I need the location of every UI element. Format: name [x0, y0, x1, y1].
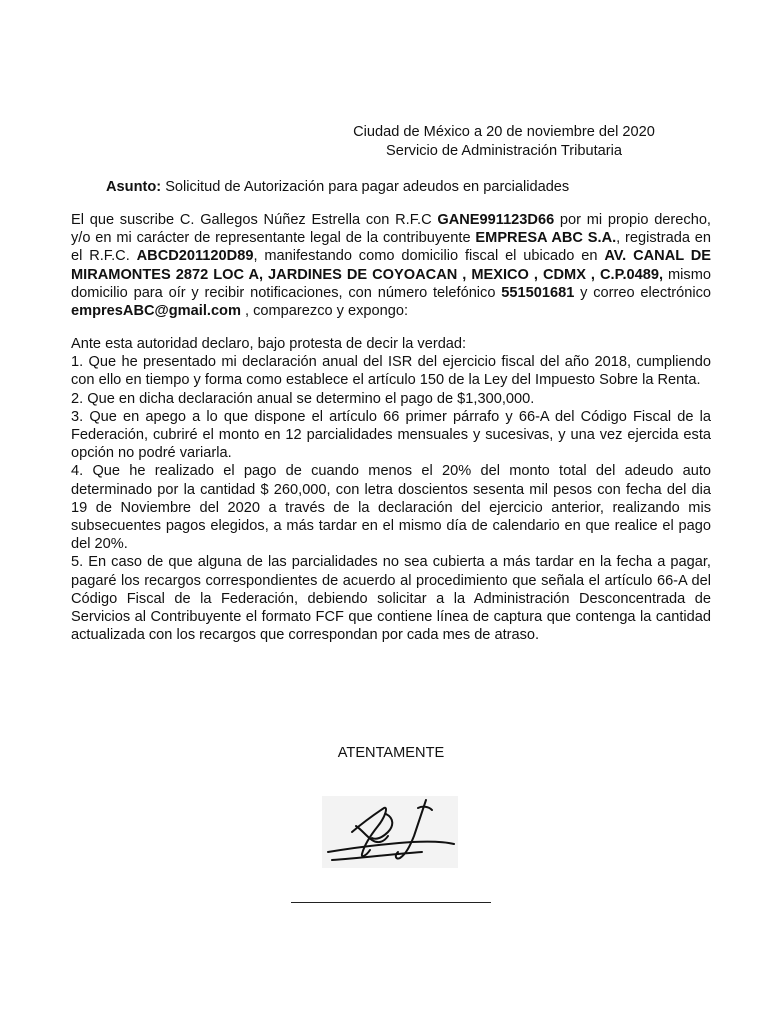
subject-text: Solicitud de Autorización para pagar adeudos en parcialidades	[165, 179, 570, 195]
intro-text-3: , registrada en el R.F.C.	[71, 230, 712, 265]
intro-text-2: por mi propio derecho, y/o en mi carácter de representante legal de la contribuyente	[71, 212, 711, 247]
intro-text-4: , manifestando como domicilio fiscal el ubicado en	[253, 248, 605, 265]
recipient: Servicio de Administración Tributaria	[385, 143, 623, 159]
subject-label: Asunto:	[106, 179, 162, 195]
intro-text-7: , comparezco y expongo:	[240, 303, 409, 320]
intro-text-6: y correo electrónico	[574, 284, 712, 301]
signature-line	[291, 902, 491, 903]
letter-header	[300, 123, 708, 161]
declarations-section	[71, 335, 711, 644]
phone-number: 551501681	[501, 284, 575, 301]
email-address: empresABC@gmail.com	[71, 303, 241, 320]
company-rfc: ABCD201120D89	[136, 248, 254, 265]
intro-text-1: El que suscribe C. Gallegos Núñez Estrella con R.F.C	[71, 212, 438, 228]
declarations-heading: Ante esta autoridad declaro, bajo protesta de decir la verdad:	[71, 336, 467, 352]
intro-text-5: mismo domicilio para oír y recibir notificaciones, con número telefónico	[71, 266, 711, 301]
handwritten-signature	[322, 796, 458, 868]
company-name: EMPRESA ABC S.A.	[475, 230, 617, 247]
closing-salutation: ATENTAMENTE	[337, 745, 445, 761]
declaration-item: 4. Que he realizado el pago de cuando menos el 20% del monto total del adeudo auto determinado por la cantidad $ 260,000, con letra doscientos sesenta mil pesos con fecha del dia 19 de Noviembre del 2020 a través de la declaración del ejercicio anterior, realizando mis subsecuentes pagos elegidos, a más tardar en el mismo día de calendario en que realice el pago del 20%.	[71, 463, 711, 553]
declaration-item: 1. Que he presentado mi declaración anual del ISR del ejercicio fiscal del año 2018, cumpliendo con ello en tiempo y forma como establece el artículo 150 de la Ley del Impuesto Sobre la Renta.	[71, 354, 711, 389]
subject-line	[106, 178, 569, 197]
place-date: Ciudad de México a 20 de noviembre del 2020	[353, 124, 655, 140]
declaration-item: 2. Que en dicha declaración anual se determino el pago de $1,300,000.	[71, 390, 535, 407]
intro-paragraph	[71, 211, 711, 320]
declaration-item: 5. En caso de que alguna de las parcialidades no sea cubierta a más tardar en la fecha a pagar, pagaré los recargos correspondientes de acuerdo al procedimiento que señala el artículo 66-A del Código Fiscal de la Federación, debiendo solicitar a la Administración Desconcentrada de Servicios al Contribuyente el formato FCF que contiene línea de captura que contenga la cantidad actualizada con los recargos que correspondan por cada mes de atraso.	[71, 554, 711, 644]
declaration-item: 3. Que en apego a lo que dispone el artículo 66 primer párrafo y 66-A del Código Fiscal de la Federación, cubriré el monto en 12 parcialidades mensuales y sucesivas, y una vez ejercida esta opción no podré variarla.	[71, 408, 711, 462]
signer-rfc: GANE991123D66	[437, 212, 555, 228]
fiscal-address: AV. CANAL DE MIRAMONTES 2872 LOC A, JARDINES DE COYOACAN , MEXICO , CDMX , C.P.0489,	[71, 248, 712, 283]
